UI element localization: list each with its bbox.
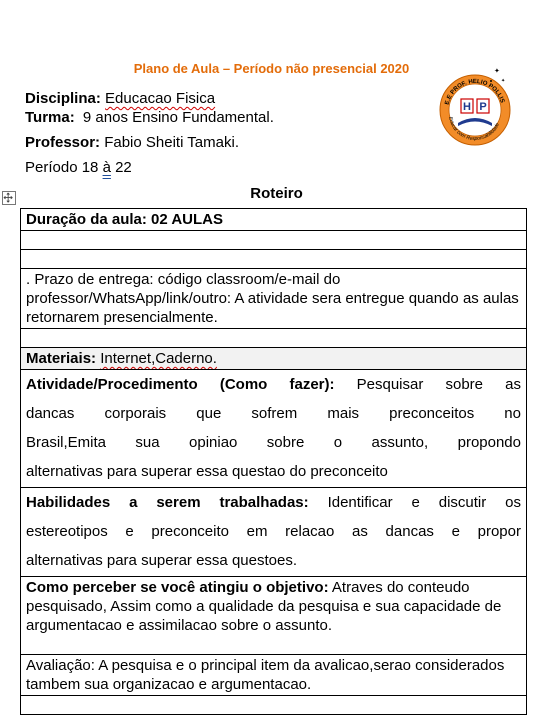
table-row — [21, 655, 527, 696]
logo-ring-bottom: Educar com Responsabilidade — [447, 116, 501, 143]
table-row — [21, 348, 527, 370]
atividade-label: Atividade/Procedimento (Como fazer): — [26, 376, 335, 393]
empty-cell — [21, 696, 527, 715]
avaliacao-cell: Avaliação: A pesquisa e o principal item da avalicao,serao considerados tambem sua organizacao e argumentacao. — [21, 655, 527, 696]
table-row — [21, 231, 527, 250]
periodo-a: à — [102, 159, 111, 176]
stars-decoration-icon — [488, 66, 508, 86]
periodo-suffix: 22 — [115, 159, 132, 176]
table-row — [21, 209, 527, 231]
empty-cell — [21, 329, 527, 348]
duracao-cell: Duração da aula: 02 AULAS — [21, 209, 527, 231]
empty-cell — [21, 250, 527, 269]
atividade-cell — [21, 370, 527, 488]
turma-value: 9 anos Ensino Fundamental. — [82, 109, 274, 126]
atividade-line-1 — [26, 370, 521, 399]
professor-line — [25, 134, 239, 151]
professor-value: Fabio Sheiti Tamaki. — [104, 134, 239, 151]
atividade-line-2: dancas corporais que sofrem mais preconceitos no — [26, 405, 521, 422]
table-row — [21, 488, 527, 577]
disciplina-line — [25, 90, 215, 107]
periodo-prefix: Período 18 — [25, 159, 99, 176]
materiais-label: Materiais: — [26, 350, 97, 367]
periodo-line — [25, 159, 132, 176]
disciplina-value: Educacao Fisica — [105, 90, 216, 107]
turma-line — [25, 109, 274, 126]
document-title: Plano de Aula – Período não presencial 2020 — [133, 61, 410, 76]
atividade-line-3: Brasil,Emita sua opiniao sobre o assunto, propondo — [26, 434, 521, 451]
materiais-cell — [21, 348, 527, 370]
logo-initial-h: H — [463, 101, 471, 113]
logo-ring-top: E.E PROF. HELIO POLLIS — [444, 78, 505, 106]
objetivo-cell — [21, 577, 527, 655]
habilidades-text-1: Identificar e discutir os — [327, 494, 522, 511]
materiais-value: Internet,Caderno. — [100, 350, 217, 367]
habilidades-label: Habilidades a serem trabalhadas: — [26, 494, 309, 511]
table-row — [21, 696, 527, 715]
roteiro-heading: Roteiro — [250, 185, 303, 202]
table-row — [21, 329, 527, 348]
svg-text:✦: ✦ — [494, 68, 500, 75]
objetivo-label: Como perceber se você atingiu o objetivo: — [26, 579, 329, 596]
prazo-cell: . Prazo de entrega: código classroom/e-mail do professor/WhatsApp/link/outro: A atividade sera entregue quando as aulas retornarem presencialmente. — [21, 269, 527, 329]
table-row — [21, 250, 527, 269]
atividade-line-4: alternativas para superar essa questao do preconceito — [26, 463, 388, 480]
turma-label: Turma: — [25, 109, 75, 126]
habilidades-line-2: estereotipos e preconceito em relacao as dancas e propor — [26, 523, 521, 540]
lesson-plan-table — [20, 208, 527, 715]
habilidades-line-3: alternativas para superar essa questoes. — [26, 552, 297, 569]
table-row — [21, 370, 527, 488]
habilidades-cell — [21, 488, 527, 577]
habilidades-line-1 — [26, 488, 521, 517]
disciplina-label: Disciplina: — [25, 90, 101, 107]
logo-initial-p: P — [479, 101, 487, 113]
empty-cell — [21, 231, 527, 250]
table-row — [21, 269, 527, 329]
svg-text:✦: ✦ — [501, 78, 506, 84]
atividade-text-1: Pesquisar sobre as — [356, 376, 521, 393]
professor-label: Professor: — [25, 134, 101, 151]
objetivo-value: Atraves do conteudo pesquisado, Assim como a qualidade da pesquisa e sua capacidade de argumentacao e assimilacao sobre o assunto. — [26, 579, 502, 634]
table-row — [21, 577, 527, 655]
